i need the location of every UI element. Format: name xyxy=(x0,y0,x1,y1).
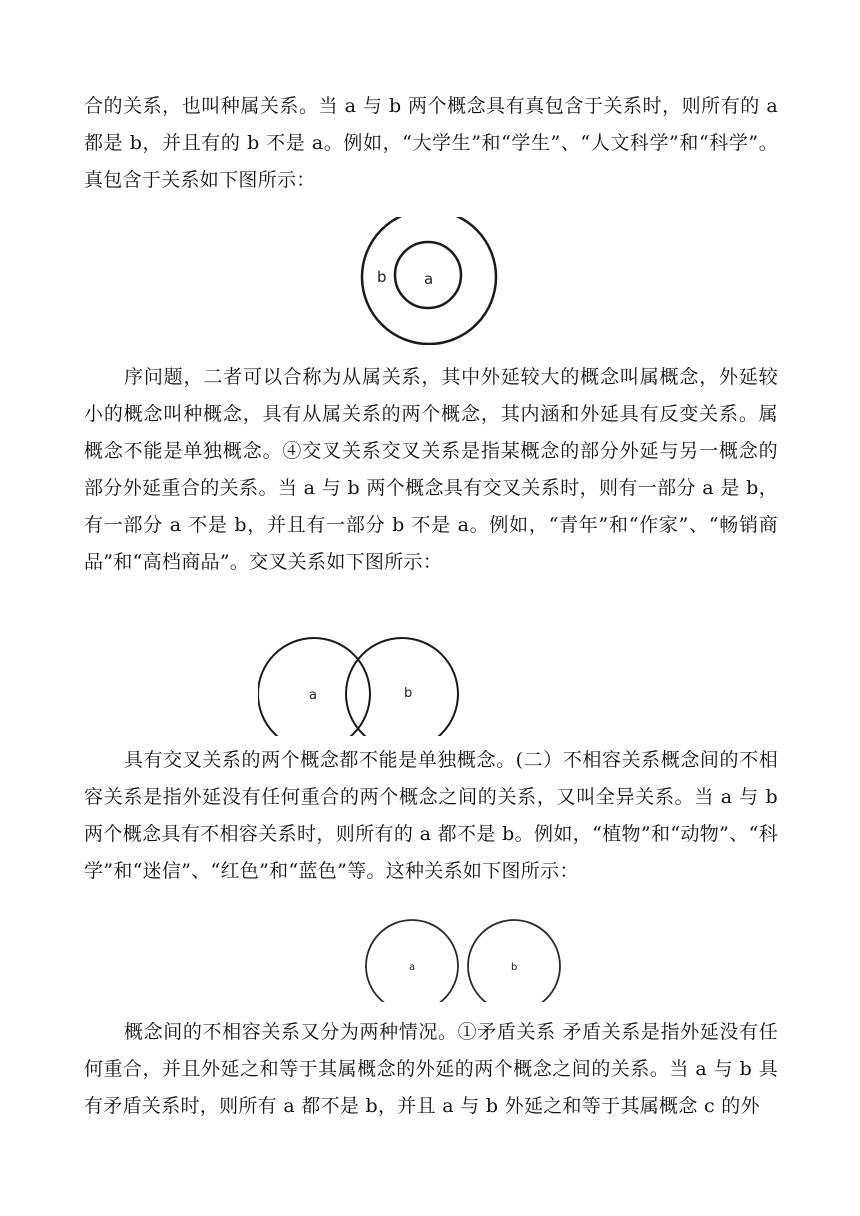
right-circle-b xyxy=(468,920,560,1002)
left-circle-a xyxy=(366,920,458,1002)
paragraph-inclusion-intro: 合的关系，也叫种属关系。当 a 与 b 两个概念具有真包含于关系时，则所有的 a 都是 b，并且有的 b 不是 a。例如，“大学生”和“学生”、“人文科学”和“科学”。真包含于关系如下图所示： xyxy=(84,95,778,191)
paragraph-intersection-intro: 序问题，二者可以合称为从属关系，其中外延较大的概念叫属概念，外延较小的概念叫种概念，具有从属关系的两个概念，其内涵和外延具有反变关系。属概念不能是单独概念。④交叉关系交叉关系是指某概念的部分外延与另一概念的部分外延重合的关系。当 a 与 b 两个概念具有交叉关系时，则有一部分 a 是 b，有一部分 a 不是 b，并且有一部分 b 不是 a。例如，“青年”和“作家”、“畅销商品”和“高档商品”。交叉关系如下图所示： xyxy=(84,366,778,573)
disjoint-diagram xyxy=(363,916,565,1002)
paragraph-disjoint-intro: 具有交叉关系的两个概念都不能是单独概念。(二）不相容关系概念间的不相容关系是指外延没有任何重合的两个概念之间的关系，又叫全异关系。当 a 与 b 两个概念具有不相容关系时，则所有的 a 都不是 b。例如，“植物”和“动物”、“科学”和“迷信”、“红色”和“蓝色”等。这种关系如下图所示： xyxy=(84,749,778,882)
inner-circle-label: a xyxy=(424,270,434,288)
right-circle-label: b xyxy=(511,962,518,973)
paragraph-contradiction: 概念间的不相容关系又分为两种情况。①矛盾关系 矛盾关系是指外延没有任何重合，并且外延之和等于其属概念的外延的两个概念之间的关系。当 a 与 b 具有矛盾关系时，则所有 a 都不是 b，并且 a 与 b 外延之和等于其属概念 c 的外 xyxy=(84,1021,778,1117)
right-circle-label: b xyxy=(404,686,413,701)
proper-inclusion-diagram xyxy=(356,217,502,345)
left-circle-label: a xyxy=(309,688,317,703)
intersection-diagram xyxy=(258,636,464,736)
left-circle-label: a xyxy=(409,962,416,973)
outer-circle-label: b xyxy=(377,268,387,286)
